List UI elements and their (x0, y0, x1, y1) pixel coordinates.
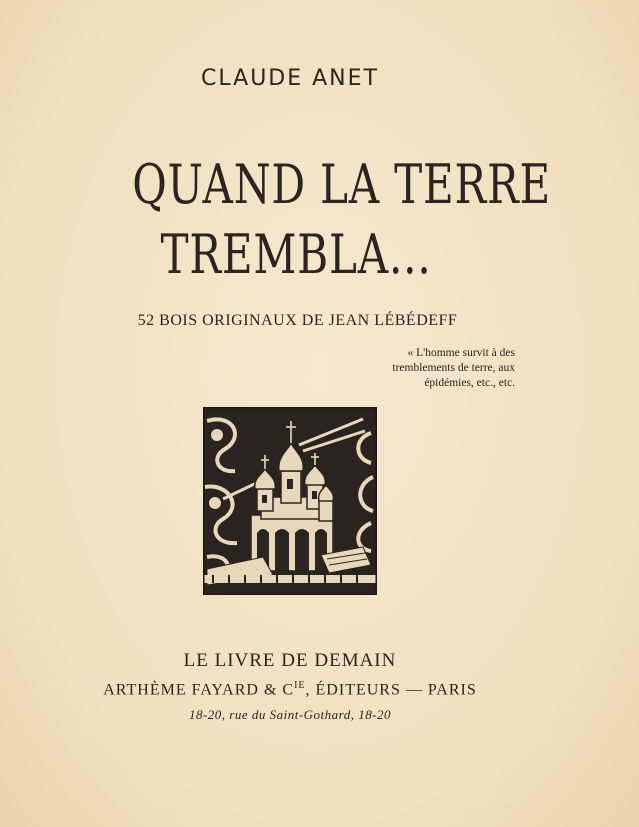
publisher-name-suffix: , ÉDITEURS — PARIS (305, 681, 477, 699)
epigraph (365, 346, 515, 391)
author-name: CLAUDE ANET (201, 66, 379, 91)
book-title (132, 150, 552, 290)
epigraph-line-3: épidémies, etc., etc. (424, 377, 515, 389)
subtitle: 52 BOIS ORIGINAUX DE JEAN LÉBÉDEFF (137, 312, 458, 329)
publisher-series: LE LIVRE DE DEMAIN (183, 650, 397, 671)
woodcut-church-illustration (203, 407, 377, 595)
epigraph-line-1: « L'homme survit à des (407, 347, 515, 359)
book-title-line-1: QUAND LA TERRE (132, 153, 552, 216)
publisher-name-sup: IE (294, 680, 306, 691)
publisher-name (0, 680, 580, 699)
publisher-address: 18-20, rue du Saint-Gothard, 18-20 (188, 707, 392, 722)
book-title-line-2: TREMBLA... (160, 223, 432, 286)
publisher-name-prefix: ARTHÈME FAYARD & C (103, 681, 295, 699)
epigraph-line-2: tremblements de terre, aux (392, 362, 515, 374)
